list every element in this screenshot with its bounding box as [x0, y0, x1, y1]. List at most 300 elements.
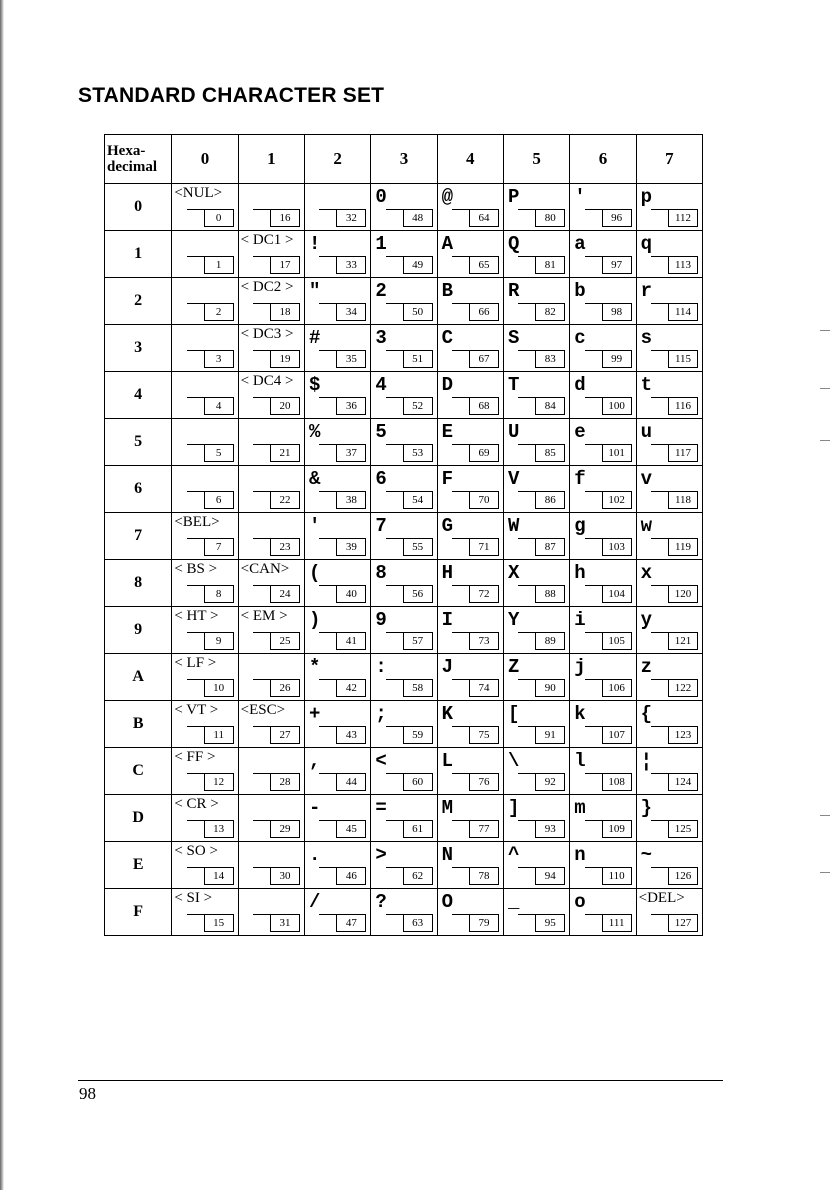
- char-cell: [503, 184, 569, 231]
- decimal-code: 86: [535, 491, 565, 509]
- decimal-code: 18: [270, 303, 300, 321]
- char-cell: [371, 607, 437, 654]
- char-cell: [371, 231, 437, 278]
- char-cell: [570, 372, 636, 419]
- decimal-code: 13: [204, 820, 234, 838]
- char-cell: [570, 607, 636, 654]
- decimal-code: 33: [336, 256, 366, 274]
- char-cell: [371, 701, 437, 748]
- char-cell: [636, 419, 702, 466]
- decimal-code: 39: [336, 538, 366, 556]
- char-cell: [636, 466, 702, 513]
- decimal-code: 109: [602, 820, 632, 838]
- margin-mark: [820, 330, 830, 331]
- decimal-code: 2: [204, 303, 234, 321]
- char-cell: [371, 184, 437, 231]
- control-code-label: <CAN>: [240, 561, 290, 577]
- row-header: 4: [105, 372, 172, 419]
- char-cell: [371, 372, 437, 419]
- char-cell: [503, 419, 569, 466]
- decimal-code: 115: [668, 350, 698, 368]
- character-glyph: $: [308, 374, 321, 396]
- control-code-label: < SI >: [174, 890, 213, 906]
- margin-mark: [820, 815, 830, 816]
- decimal-code: 71: [469, 538, 499, 556]
- char-cell: [304, 278, 370, 325]
- decimal-code: 85: [535, 444, 565, 462]
- decimal-code: 89: [535, 632, 565, 650]
- character-glyph: 8: [375, 562, 387, 584]
- character-glyph: L: [441, 750, 454, 772]
- char-cell: [172, 748, 238, 795]
- decimal-code: 112: [668, 209, 698, 227]
- character-glyph: ;: [375, 703, 387, 725]
- char-cell: [172, 419, 238, 466]
- char-cell: [304, 184, 370, 231]
- decimal-code: 52: [403, 397, 433, 415]
- char-cell: [437, 513, 503, 560]
- character-glyph: R: [507, 280, 520, 302]
- character-glyph: 2: [375, 280, 387, 302]
- character-glyph: X: [507, 562, 520, 584]
- decimal-code: 125: [668, 820, 698, 838]
- control-code-label: < EM >: [240, 608, 288, 624]
- character-glyph: ,: [308, 750, 321, 772]
- char-cell: [172, 513, 238, 560]
- char-cell: [371, 560, 437, 607]
- row-header: 5: [105, 419, 172, 466]
- decimal-code: 69: [469, 444, 499, 462]
- decimal-code: 114: [668, 303, 698, 321]
- char-cell: [172, 466, 238, 513]
- character-glyph: 9: [375, 609, 387, 631]
- char-cell: [636, 325, 702, 372]
- decimal-code: 108: [602, 773, 632, 791]
- char-cell: [570, 184, 636, 231]
- char-cell: [636, 372, 702, 419]
- char-cell: [570, 842, 636, 889]
- char-cell: [172, 231, 238, 278]
- char-cell: [371, 466, 437, 513]
- decimal-code: 73: [469, 632, 499, 650]
- char-cell: [172, 560, 238, 607]
- table-row: [105, 795, 703, 842]
- char-cell: [503, 560, 569, 607]
- footer-rule: [78, 1080, 723, 1081]
- character-glyph: !: [308, 233, 321, 255]
- decimal-code: 103: [602, 538, 632, 556]
- char-cell: [570, 889, 636, 936]
- char-cell: [437, 184, 503, 231]
- char-cell: [371, 842, 437, 889]
- control-code-label: <NUL>: [174, 185, 223, 201]
- character-glyph: ~: [640, 844, 653, 866]
- decimal-code: 96: [602, 209, 632, 227]
- char-cell: [238, 278, 304, 325]
- char-cell: [238, 372, 304, 419]
- char-cell: [304, 701, 370, 748]
- char-cell: [304, 842, 370, 889]
- decimal-code: 111: [602, 914, 632, 932]
- table-row: [105, 419, 703, 466]
- control-code-label: < DC2 >: [240, 279, 294, 295]
- decimal-code: 10: [204, 679, 234, 697]
- char-cell: [437, 419, 503, 466]
- decimal-code: 82: [535, 303, 565, 321]
- char-cell: [371, 325, 437, 372]
- table-body: [105, 184, 703, 936]
- table-row: [105, 513, 703, 560]
- character-glyph: ]: [507, 797, 520, 819]
- char-cell: [570, 466, 636, 513]
- character-glyph: j: [574, 656, 586, 678]
- decimal-code: 0: [204, 209, 234, 227]
- character-glyph: S: [507, 327, 520, 349]
- character-glyph: e: [574, 421, 586, 443]
- char-cell: [570, 795, 636, 842]
- character-glyph: ?: [375, 891, 387, 913]
- char-cell: [437, 560, 503, 607]
- char-cell: [503, 513, 569, 560]
- char-cell: [437, 701, 503, 748]
- row-header: E: [105, 842, 172, 889]
- decimal-code: 20: [270, 397, 300, 415]
- decimal-code: 38: [336, 491, 366, 509]
- char-cell: [437, 231, 503, 278]
- char-cell: [437, 748, 503, 795]
- character-glyph: q: [640, 233, 653, 255]
- column-header: 7: [636, 135, 702, 184]
- character-glyph: /: [308, 891, 321, 913]
- decimal-code: 64: [469, 209, 499, 227]
- character-glyph: (: [308, 562, 321, 584]
- character-glyph: J: [441, 656, 454, 678]
- decimal-code: 81: [535, 256, 565, 274]
- decimal-code: 62: [403, 867, 433, 885]
- character-glyph: c: [574, 327, 586, 349]
- column-header: 5: [503, 135, 569, 184]
- row-header: 9: [105, 607, 172, 654]
- character-glyph: h: [574, 562, 586, 584]
- decimal-code: 56: [403, 585, 433, 603]
- control-code-label: < SO >: [174, 843, 218, 859]
- character-glyph: 6: [375, 468, 387, 490]
- char-cell: [570, 748, 636, 795]
- char-cell: [503, 889, 569, 936]
- decimal-code: 34: [336, 303, 366, 321]
- decimal-code: 26: [270, 679, 300, 697]
- decimal-code: 100: [602, 397, 632, 415]
- decimal-code: 102: [602, 491, 632, 509]
- decimal-code: 41: [336, 632, 366, 650]
- char-cell: [304, 325, 370, 372]
- char-cell: [437, 325, 503, 372]
- char-cell: [172, 325, 238, 372]
- char-cell: [636, 795, 702, 842]
- char-cell: [371, 278, 437, 325]
- char-cell: [172, 842, 238, 889]
- character-glyph: b: [574, 280, 586, 302]
- char-cell: [636, 842, 702, 889]
- table-row: [105, 278, 703, 325]
- row-header: 0: [105, 184, 172, 231]
- char-cell: [636, 748, 702, 795]
- char-cell: [437, 889, 503, 936]
- decimal-code: 88: [535, 585, 565, 603]
- decimal-code: 124: [668, 773, 698, 791]
- char-cell: [238, 231, 304, 278]
- decimal-code: 68: [469, 397, 499, 415]
- character-glyph: 3: [375, 327, 387, 349]
- character-glyph: }: [640, 797, 653, 819]
- char-cell: [172, 184, 238, 231]
- char-cell: [238, 513, 304, 560]
- decimal-code: 15: [204, 914, 234, 932]
- character-glyph: Z: [507, 656, 520, 678]
- character-glyph: %: [308, 421, 321, 443]
- character-glyph: ": [308, 280, 321, 302]
- decimal-code: 48: [403, 209, 433, 227]
- decimal-code: 110: [602, 867, 632, 885]
- character-glyph: ): [308, 609, 321, 631]
- decimal-code: 78: [469, 867, 499, 885]
- char-cell: [437, 278, 503, 325]
- char-cell: [304, 795, 370, 842]
- char-cell: [172, 889, 238, 936]
- decimal-code: 123: [668, 726, 698, 744]
- control-code-label: < VT >: [174, 702, 219, 718]
- character-glyph: ': [308, 515, 321, 537]
- decimal-code: 58: [403, 679, 433, 697]
- char-cell: [238, 701, 304, 748]
- decimal-code: 76: [469, 773, 499, 791]
- row-header: B: [105, 701, 172, 748]
- decimal-code: 80: [535, 209, 565, 227]
- character-glyph: G: [441, 515, 454, 537]
- char-cell: [503, 466, 569, 513]
- control-code-label: <BEL>: [174, 514, 220, 530]
- character-glyph: v: [640, 468, 653, 490]
- control-code-label: <ESC>: [240, 702, 286, 718]
- decimal-code: 27: [270, 726, 300, 744]
- row-header: C: [105, 748, 172, 795]
- margin-mark: [820, 872, 830, 873]
- table-row: [105, 842, 703, 889]
- char-cell: [437, 842, 503, 889]
- character-glyph: ¦: [640, 750, 653, 772]
- page-number: 98: [79, 1084, 96, 1103]
- char-cell: [238, 419, 304, 466]
- char-cell: [570, 278, 636, 325]
- character-glyph: 1: [375, 233, 387, 255]
- character-glyph: A: [441, 233, 454, 255]
- character-glyph: f: [574, 468, 586, 490]
- character-glyph: D: [441, 374, 454, 396]
- decimal-code: 77: [469, 820, 499, 838]
- char-cell: [503, 654, 569, 701]
- decimal-code: 16: [270, 209, 300, 227]
- table-row: [105, 325, 703, 372]
- character-glyph: H: [441, 562, 454, 584]
- char-cell: [503, 842, 569, 889]
- char-cell: [570, 701, 636, 748]
- decimal-code: 74: [469, 679, 499, 697]
- char-cell: [570, 325, 636, 372]
- character-glyph: >: [375, 844, 387, 866]
- character-glyph: t: [640, 374, 653, 396]
- char-cell: [172, 607, 238, 654]
- decimal-code: 44: [336, 773, 366, 791]
- decimal-code: 43: [336, 726, 366, 744]
- character-glyph: g: [574, 515, 586, 537]
- decimal-code: 126: [668, 867, 698, 885]
- character-glyph: :: [375, 656, 387, 678]
- decimal-code: 72: [469, 585, 499, 603]
- character-glyph: d: [574, 374, 586, 396]
- row-header: 8: [105, 560, 172, 607]
- table-row: [105, 466, 703, 513]
- table-row: [105, 607, 703, 654]
- decimal-code: 12: [204, 773, 234, 791]
- decimal-code: 42: [336, 679, 366, 697]
- row-header: 1: [105, 231, 172, 278]
- char-cell: [570, 560, 636, 607]
- char-cell: [304, 231, 370, 278]
- decimal-code: 21: [270, 444, 300, 462]
- character-glyph: k: [574, 703, 586, 725]
- decimal-code: 51: [403, 350, 433, 368]
- decimal-code: 30: [270, 867, 300, 885]
- character-glyph: =: [375, 797, 387, 819]
- decimal-code: 57: [403, 632, 433, 650]
- margin-mark: [820, 440, 830, 441]
- decimal-code: 101: [602, 444, 632, 462]
- char-cell: [503, 607, 569, 654]
- decimal-code: 55: [403, 538, 433, 556]
- character-glyph: K: [441, 703, 454, 725]
- column-header: 3: [371, 135, 437, 184]
- decimal-code: 8: [204, 585, 234, 603]
- character-glyph: U: [507, 421, 520, 443]
- decimal-code: 116: [668, 397, 698, 415]
- decimal-code: 36: [336, 397, 366, 415]
- char-cell: [371, 889, 437, 936]
- char-cell: [238, 607, 304, 654]
- character-glyph: 5: [375, 421, 387, 443]
- decimal-code: 23: [270, 538, 300, 556]
- char-cell: [371, 513, 437, 560]
- decimal-code: 11: [204, 726, 234, 744]
- decimal-code: 40: [336, 585, 366, 603]
- char-cell: [172, 701, 238, 748]
- character-glyph: y: [640, 609, 653, 631]
- decimal-code: 5: [204, 444, 234, 462]
- decimal-code: 19: [270, 350, 300, 368]
- row-header: A: [105, 654, 172, 701]
- decimal-code: 113: [668, 256, 698, 274]
- char-cell: [570, 654, 636, 701]
- char-cell: [238, 889, 304, 936]
- char-cell: [238, 325, 304, 372]
- row-header: D: [105, 795, 172, 842]
- character-glyph: \: [507, 750, 520, 772]
- control-code-label: < DC1 >: [240, 232, 294, 248]
- decimal-code: 117: [668, 444, 698, 462]
- decimal-code: 50: [403, 303, 433, 321]
- char-cell: [371, 748, 437, 795]
- char-cell: [304, 372, 370, 419]
- character-glyph: s: [640, 327, 653, 349]
- character-glyph: <: [375, 750, 387, 772]
- table-row: [105, 560, 703, 607]
- control-code-label: < CR >: [174, 796, 219, 812]
- control-code-label: < LF >: [174, 655, 217, 671]
- character-glyph: *: [308, 656, 321, 678]
- decimal-code: 67: [469, 350, 499, 368]
- decimal-code: 46: [336, 867, 366, 885]
- char-cell: [172, 795, 238, 842]
- decimal-code: 97: [602, 256, 632, 274]
- table-row: [105, 889, 703, 936]
- char-cell: [636, 278, 702, 325]
- decimal-code: 95: [535, 914, 565, 932]
- character-glyph: -: [308, 797, 321, 819]
- decimal-code: 28: [270, 773, 300, 791]
- char-cell: [238, 560, 304, 607]
- char-cell: [636, 889, 702, 936]
- decimal-code: 9: [204, 632, 234, 650]
- char-cell: [503, 325, 569, 372]
- char-cell: [304, 466, 370, 513]
- character-glyph: I: [441, 609, 454, 631]
- character-glyph: z: [640, 656, 653, 678]
- character-glyph: {: [640, 703, 653, 725]
- decimal-code: 17: [270, 256, 300, 274]
- decimal-code: 90: [535, 679, 565, 697]
- decimal-code: 75: [469, 726, 499, 744]
- decimal-code: 1: [204, 256, 234, 274]
- decimal-code: 14: [204, 867, 234, 885]
- decimal-code: 22: [270, 491, 300, 509]
- character-glyph: x: [640, 562, 653, 584]
- character-glyph: #: [308, 327, 321, 349]
- character-glyph: P: [507, 186, 520, 208]
- character-glyph: W: [507, 515, 520, 537]
- table-row: [105, 701, 703, 748]
- char-cell: [437, 795, 503, 842]
- decimal-code: 65: [469, 256, 499, 274]
- char-cell: [636, 654, 702, 701]
- character-glyph: Y: [507, 609, 520, 631]
- char-cell: [636, 184, 702, 231]
- table-row: [105, 184, 703, 231]
- char-cell: [304, 748, 370, 795]
- character-glyph: [: [507, 703, 520, 725]
- decimal-code: 7: [204, 538, 234, 556]
- decimal-code: 119: [668, 538, 698, 556]
- decimal-code: 79: [469, 914, 499, 932]
- decimal-code: 47: [336, 914, 366, 932]
- page-title: STANDARD CHARACTER SET: [78, 84, 385, 107]
- character-glyph: r: [640, 280, 653, 302]
- decimal-code: 3: [204, 350, 234, 368]
- decimal-code: 61: [403, 820, 433, 838]
- character-set-table: [104, 134, 703, 936]
- decimal-code: 122: [668, 679, 698, 697]
- character-glyph: ^: [507, 844, 520, 866]
- decimal-code: 54: [403, 491, 433, 509]
- char-cell: [371, 654, 437, 701]
